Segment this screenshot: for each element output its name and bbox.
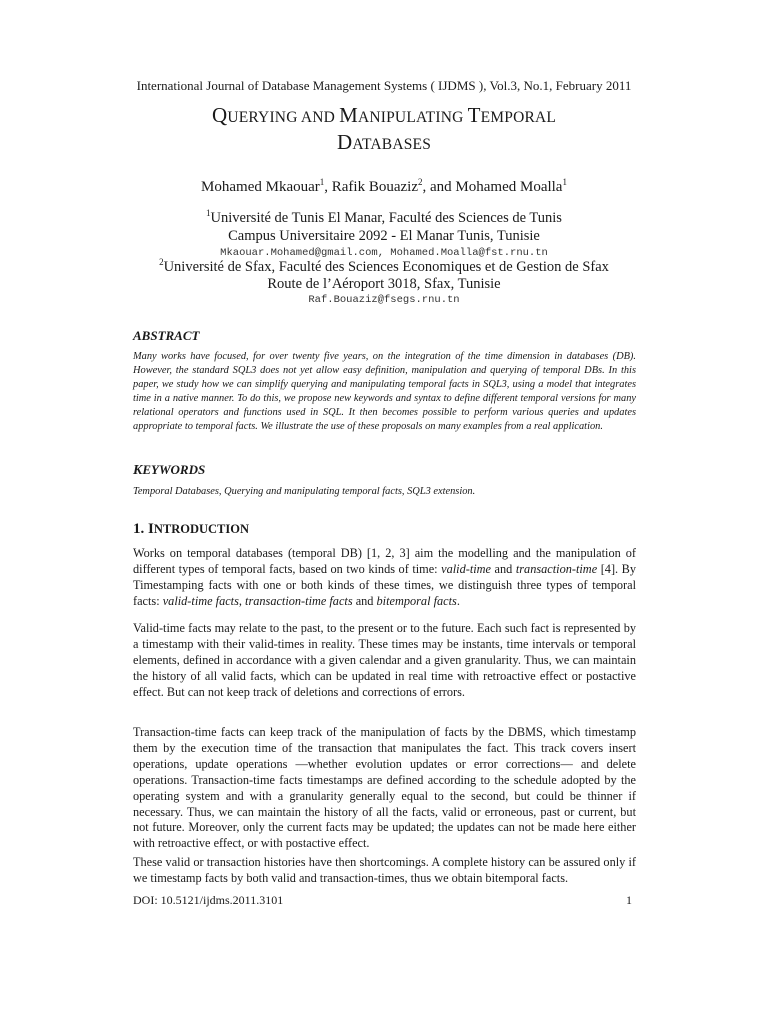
paper-title (0, 103, 768, 157)
page-number: 1 (626, 893, 632, 907)
footer-doi: DOI: 10.5121/ijdms.2011.3101 (133, 893, 284, 907)
author-name: Mohamed Moalla (455, 179, 563, 195)
author-name: Mohamed Mkaouar (201, 179, 320, 195)
intro-paragraph-2: Valid-time facts may relate to the past, to the present or to the future. Each such fact is represented by a timestamp with their valid-times in reality. These times may be instants, time intervals or temporal elements, defined in accordance with a given calendar and a given granularity. Thus, we can maintain the history of all valid facts, which can be updated in real time with retroactive effect or postactive effect. But can not keep track of deletions and corrections of errors. (133, 621, 636, 699)
affiliation-2-line-1: $^2$Université de Sfax, Faculté des Sciences Economiques et de Gestion de Sfax (159, 257, 609, 275)
title-line-1: QUERYING AND MANIPULATING TEMPORAL (211, 103, 557, 127)
journal-header: International Journal of Database Management Systems ( IJDMS ), Vol.3, No.1, February 2011 (136, 78, 632, 93)
keywords-heading: KEYWORDS (133, 462, 206, 478)
title-line-2: DATABASES (336, 130, 432, 154)
affiliation-1-line-1: $^1$Université de Tunis El Manar, Faculté des Sciences de Tunis (206, 208, 562, 226)
keywords-text: Temporal Databases, Querying and manipulating temporal facts, SQL3 extension. (133, 486, 476, 497)
intro-paragraph-3: Transaction-time facts can keep track of the manipulation of facts by the DBMS, which timestamp them by the execution time of the transaction that manipulates the fact. This track covers insert operations, update operations —whether evolution updates or error corrections— and delete operations. Transaction-time facts timestamps are defined according to the schedule adopted by the operating system and with a granularity generally equal to the second, but could be thinner if necessary. Thus, we can maintain the history of all the facts, valid or erroneous, past or current, but not future. Moreover, only the current facts may be updated; the updates can not be made here either with retroactive effect, or with postactive effect. (133, 725, 636, 851)
affiliation-1-email: Mkaouar.Mohamed@gmail.com, Mohamed.Moalla@fst.rnu.tn (220, 247, 548, 259)
author-list: Mohamed Mkaouar$^1$, Rafik Bouaziz$^2$, and Mohamed Moalla$^1$ (201, 177, 567, 195)
affiliation-2-line-2: Route de l’Aéroport 3018, Sfax, Tunisie (267, 276, 501, 292)
introduction-heading: 1. INTRODUCTION (133, 521, 249, 537)
abstract-text: Many works have focused, for over twenty five years, on the integration of the time dimension in databases (DB). However, the standard SQL3 does not yet allow easy definition, manipulation and querying of temporal DBs. In this paper, we study how we can simplify querying and manipulating temporal facts in SQL3, using a model that integrates time in a native manner. To do this, we propose new keywords and syntax to define different temporal versions for many relational operators and functions used in SQL. It then becomes possible to perform various queries and updates appropriate to temporal facts. We illustrate the use of these proposals on many examples from a real application. (133, 351, 636, 433)
author-name: Rafik Bouaziz (331, 179, 418, 195)
affiliation-1-line-2: Campus Universitaire 2092 - El Manar Tunis, Tunisie (228, 228, 540, 244)
affiliation-2-email: Raf.Bouaziz@fsegs.rnu.tn (308, 294, 460, 306)
intro-paragraph-1: Works on temporal databases (temporal DB) [1, 2, 3] aim the modelling and the manipulation of different types of temporal facts, based on two kinds of time: valid-time and transaction-time [4]. By Timestamping facts with one or both kinds of these times, we distinguish three types of temporal facts: valid-time facts, transaction-time facts and bitemporal facts. (133, 546, 636, 608)
abstract-heading: ABSTRACT (133, 328, 200, 343)
intro-paragraph-4: These valid or transaction histories have then shortcomings. A complete history can be assured only if we timestamp facts by both valid and transaction-times, thus we obtain bitemporal facts. (133, 855, 636, 885)
